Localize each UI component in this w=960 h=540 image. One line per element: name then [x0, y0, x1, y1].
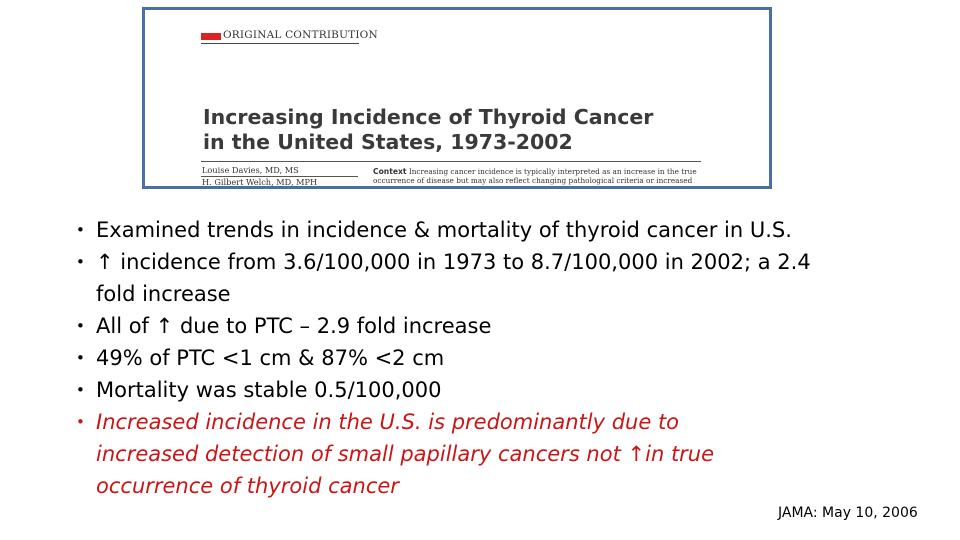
article-header-image [142, 7, 772, 189]
bullet-dot: • [76, 253, 85, 271]
bullet-text: Examined trends in incidence & mortality of thyroid cancer in U.S. [96, 218, 792, 242]
bullet-text-part: increased detection of small papillary cancers not [96, 442, 621, 466]
bullet-text-continued: occurrence of thyroid cancer [96, 474, 399, 498]
bullet-text: 49% of PTC <1 cm & 87% <2 cm [96, 346, 445, 370]
bullet-text [96, 246, 936, 278]
bullet-text-continued [96, 438, 936, 470]
bullet-text-continued: fold increase [96, 282, 231, 306]
up-arrow-icon: ↑ [96, 250, 114, 274]
up-arrow-icon: ↑ [627, 442, 646, 466]
bullet-text: Increased incidence in the U.S. is predominantly due to [96, 410, 680, 434]
bullet-item-emphasis [76, 406, 936, 502]
bullet-dot: • [76, 221, 85, 239]
context-text-1: Increasing cancer incidence is typically interpreted as an increase in the true [408, 167, 697, 176]
section-rule [201, 43, 359, 44]
bullet-item [76, 374, 936, 406]
bullet-text-part: incidence from 3.6/100,000 in 1973 to 8.7/100,000 in 2002; a 2.4 [120, 250, 811, 274]
bullet-dot: • [76, 381, 85, 399]
author-1: Louise Davies, MD, MS [202, 165, 299, 175]
author-2: H. Gilbert Welch, MD, MPH [202, 177, 318, 187]
bullet-text-part: All of [96, 314, 149, 338]
bullet-list [76, 214, 936, 502]
bullet-dot: • [76, 317, 85, 335]
bullet-text-part: in true [645, 442, 715, 466]
bullet-item [76, 342, 936, 374]
context-heading: Context [373, 167, 407, 176]
bullet-text [96, 310, 936, 342]
section-red-bar [201, 33, 221, 40]
bullet-item [76, 310, 936, 342]
bullet-dot: • [76, 413, 85, 431]
bullet-dot: • [76, 349, 85, 367]
article-title-line2: in the United States, 1973-2002 [203, 130, 573, 154]
bullet-item [76, 246, 936, 310]
citation: JAMA: May 10, 2006 [778, 505, 918, 521]
article-title-line1: Increasing Incidence of Thyroid Cancer [203, 105, 654, 129]
section-label: ORIGINAL CONTRIBUTION [223, 29, 378, 41]
title-rule [201, 161, 701, 162]
article-context [373, 167, 713, 185]
bullet-item [76, 214, 936, 246]
context-line-1 [373, 167, 713, 176]
up-arrow-icon: ↑ [155, 314, 174, 338]
context-line-2: occurrence of disease but may also reflect changing pathological criteria or increased [373, 176, 693, 185]
article-title [203, 105, 653, 155]
author-rule [201, 176, 358, 177]
bullet-text: Mortality was stable 0.5/100,000 [96, 378, 442, 402]
bullet-text-part: due to PTC – 2.9 fold increase [179, 314, 492, 338]
